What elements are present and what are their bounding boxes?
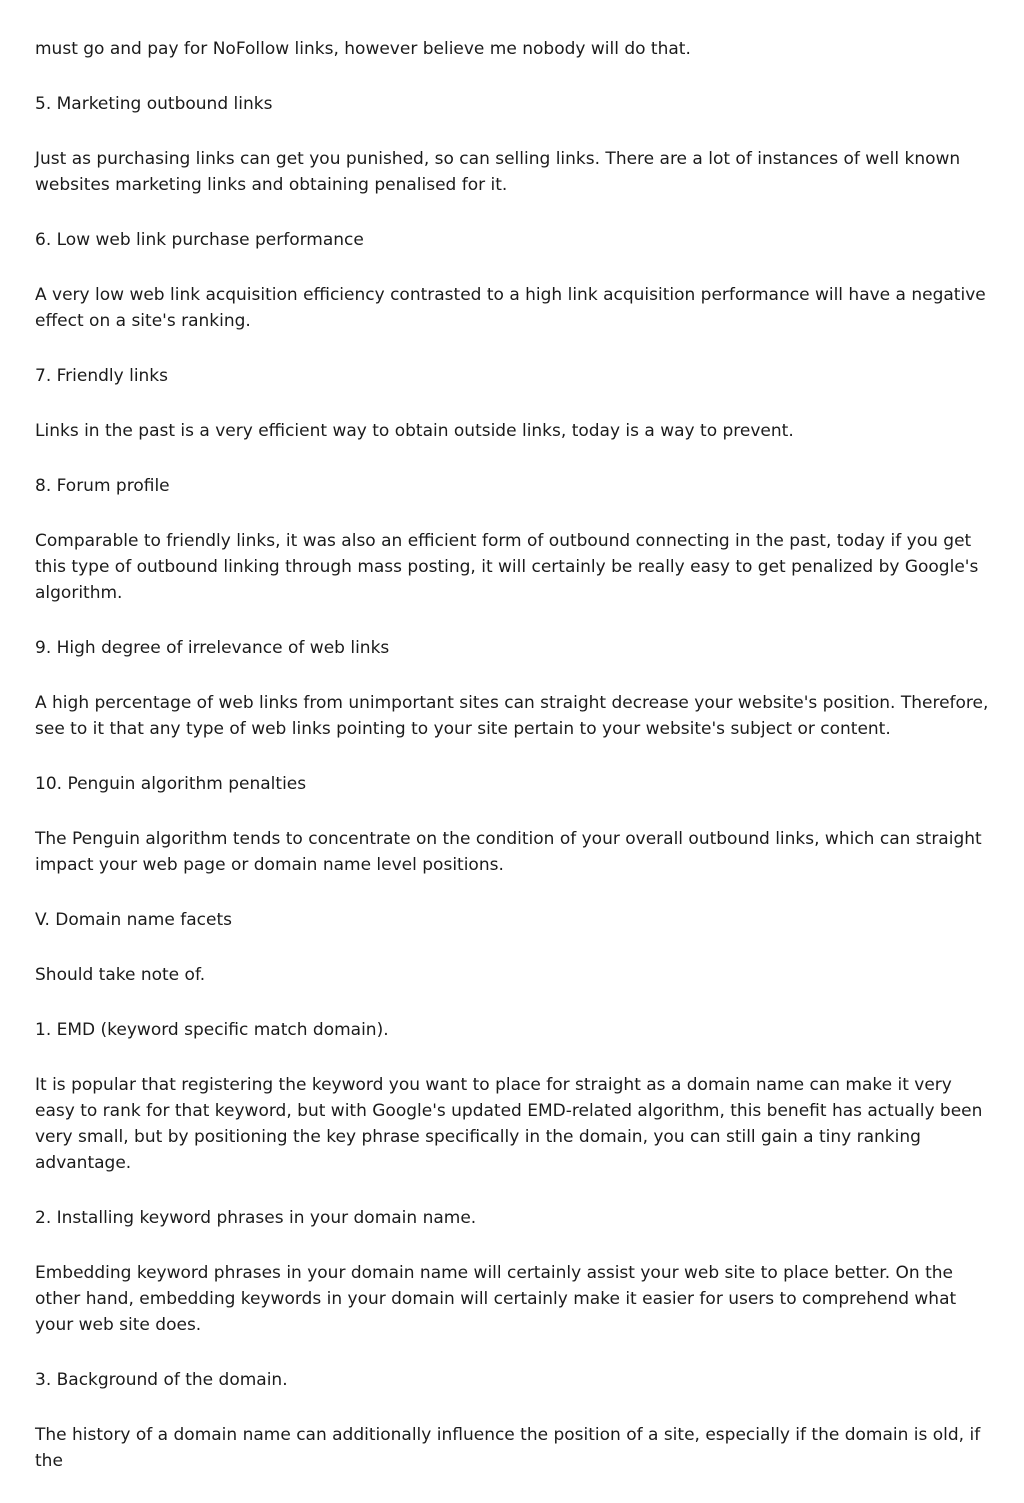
- section-heading-domain-facets: V. Domain name facets: [35, 910, 232, 930]
- paragraph-truncated: The history of a domain name can additionally influence the position of a site, especially if the domain is old, if the: [35, 1425, 981, 1471]
- section-heading-irrelevance: 9. High degree of irrelevance of web links: [35, 638, 390, 658]
- paragraph-continuation: must go and pay for NoFollow links, however believe me nobody will do that.: [35, 39, 691, 59]
- paragraph: A very low web link acquisition efficiency contrasted to a high link acquisition performance will have a negative effect on a site's ranking.: [35, 285, 986, 331]
- paragraph: Links in the past is a very efficient way to obtain outside links, today is a way to prevent.: [35, 421, 794, 441]
- section-heading-domain-background: 3. Background of the domain.: [35, 1370, 288, 1390]
- paragraph: A high percentage of web links from unimportant sites can straight decrease your website's position. Therefore, see to it that any type of web links pointing to your site pertain to your website's subject or content.: [35, 693, 989, 739]
- section-heading-forum-profile: 8. Forum profile: [35, 476, 170, 496]
- section-heading-penguin: 10. Penguin algorithm penalties: [35, 774, 307, 794]
- paragraph: Just as purchasing links can get you punished, so can selling links. There are a lot of instances of well known websites marketing links and obtaining penalised for it.: [35, 149, 961, 195]
- section-heading-emd: 1. EMD (keyword specific match domain).: [35, 1020, 389, 1040]
- paragraph: Should take note of.: [35, 965, 206, 985]
- document-body: [35, 36, 995, 1503]
- section-heading-link-performance: 6. Low web link purchase performance: [35, 230, 364, 250]
- paragraph: Comparable to friendly links, it was also an efficient form of outbound connecting in the past, today if you get this type of outbound linking through mass posting, it will certainly be really easy to get penalized by Google's algorithm.: [35, 531, 979, 603]
- section-heading-selling-links: 5. Marketing outbound links: [35, 94, 273, 114]
- section-heading-friendly-links: 7. Friendly links: [35, 366, 169, 386]
- paragraph: It is popular that registering the keyword you want to place for straight as a domain name can make it very easy to rank for that keyword, but with Google's updated EMD-related algorithm, this benefit has actually been very small, but by positioning the key phrase specifically in the domain, you can still gain a tiny ranking advantage.: [35, 1075, 983, 1173]
- section-heading-keyword-domain: 2. Installing keyword phrases in your domain name.: [35, 1208, 477, 1228]
- paragraph: The Penguin algorithm tends to concentrate on the condition of your overall outbound links, which can straight impact your web page or domain name level positions.: [35, 829, 982, 875]
- paragraph: Embedding keyword phrases in your domain name will certainly assist your web site to place better. On the other hand, embedding keywords in your domain will certainly make it easier for users to comprehend what your web site does.: [35, 1263, 957, 1335]
